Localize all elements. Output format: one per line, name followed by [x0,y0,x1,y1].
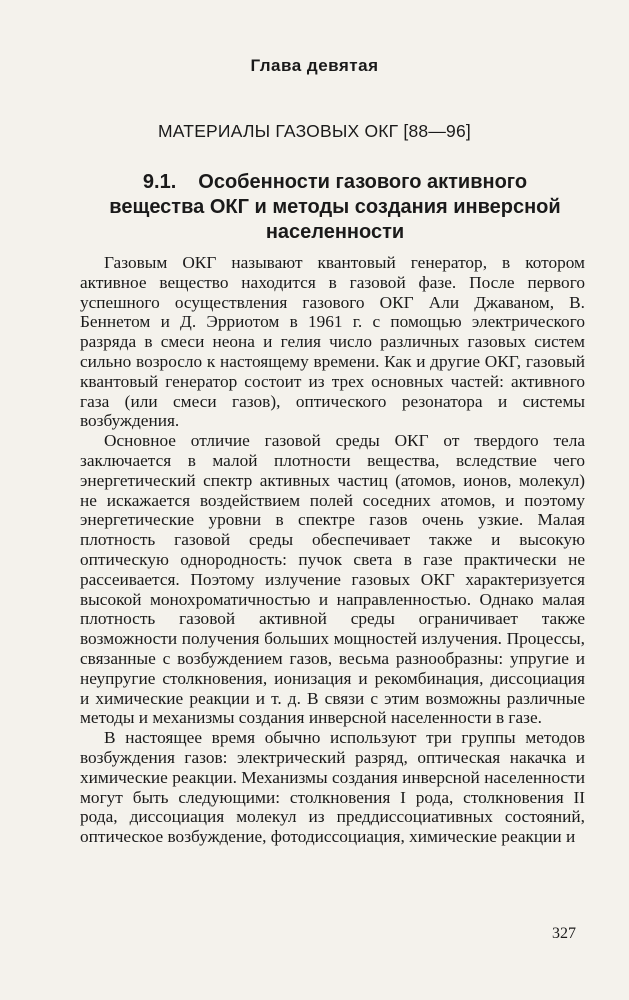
paragraph-3: В настоящее время обычно используют три группы методов возбуждения газов: электрический разряд, оптическая накачка и химические реакции. Механизмы создания инверсной населенности могут быть следующими: столкновения I рода, столкновения II рода, диссоциация молекул из преддиссоциативных состояний, оптическое возбуждение, фотодиссоциация, химические реакции и [80,728,585,847]
paragraph-1: Газовым ОКГ называют квантовый генератор, в котором активное вещество находится в газовой фазе. После первого успешного осуществления газового ОКГ Али Джаваном, В. Беннетом и Д. Эрриотом в 1961 г. с помощью электрического разряда в смеси неона и гелия число различных газовых систем сильно возросло к настоящему времени. Как и другие ОКГ, газовый квантовый генератор состоит из трех основных частей: активного газа (или смеси газов), оптического резонатора и системы возбуждения. [80,253,585,431]
page-number: 327 [552,925,576,942]
section-title: Особенности газового активного вещества ОКГ и методы создания инверсной населенности [109,171,561,243]
part-title: МАТЕРИАЛЫ ГАЗОВЫХ ОКГ [88—96] [158,121,471,141]
section-heading [100,170,570,245]
chapter-heading: Глава девятая [250,56,379,75]
body-text [80,253,585,847]
section-number: 9.1. [142,171,177,193]
paragraph-2: Основное отличие газовой среды ОКГ от твердого тела заключается в малой плотности вещества, вследствие чего энергетический спектр активных частиц (атомов, ионов, молекул) не искажается воздействием полей соседних атомов, и поэтому энергетические уровни в спектре газов очень узкие. Малая плотность газовой среды обеспечивает также и высокую оптическую однородность: пучок света в газе практически не рассеивается. Поэтому излучение газовых ОКГ характеризуется высокой монохроматичностью и направленностью. Однако малая плотность газовой активной среды ограничивает также возможности получения больших мощностей излучения. Процессы, связанные с возбуждением газов, весьма разнообразны: упругие и неупругие столкновения, ионизация и рекомбинация, диссоциация и химические реакции и т. д. В связи с этим возможны различные методы и механизмы создания инверсной населенности в газе. [80,431,585,728]
